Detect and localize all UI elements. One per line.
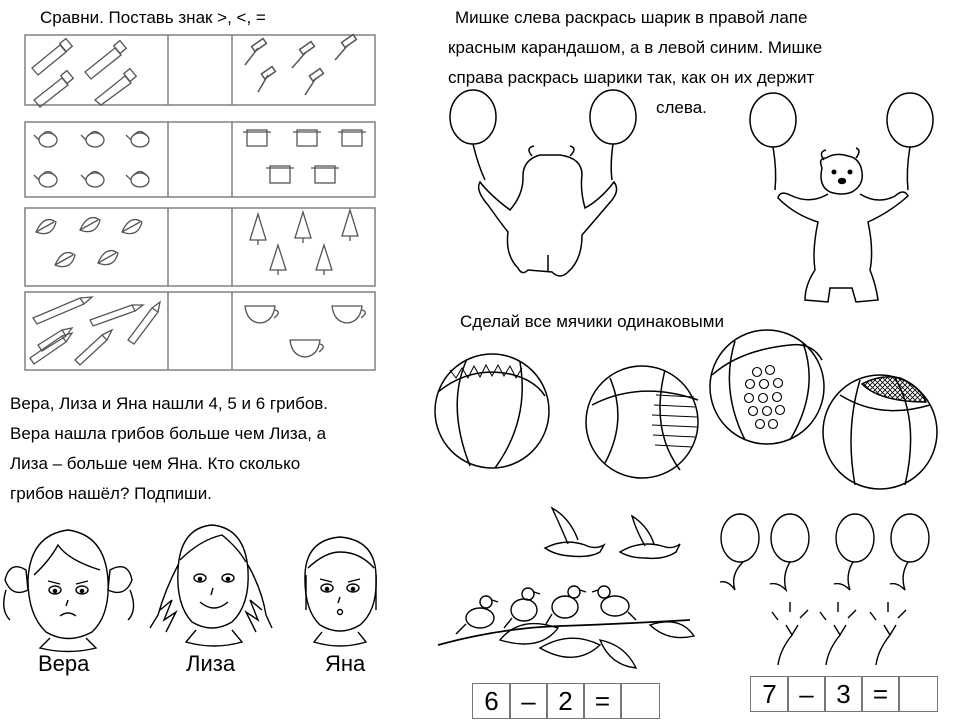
cup-icon xyxy=(290,340,323,357)
kettle-icon xyxy=(81,132,104,148)
fir-tree-icon xyxy=(316,245,332,275)
perched-bird-icon xyxy=(546,586,586,624)
equation-cell: 3 xyxy=(824,676,863,712)
equation-cell: = xyxy=(861,676,900,712)
fir-tree-icon xyxy=(270,245,286,275)
kettle-icon xyxy=(34,132,57,148)
balloon-icon xyxy=(834,514,874,590)
ball-icon xyxy=(823,375,937,489)
girl-name-yana: Яна xyxy=(325,651,366,676)
fir-tree-icon xyxy=(250,214,266,245)
balloon-icon xyxy=(887,93,933,190)
equation-cell: – xyxy=(509,683,548,719)
hammer-icon xyxy=(258,67,275,92)
ball-icon xyxy=(710,330,824,444)
saw-icon xyxy=(32,39,72,75)
balloon-icon xyxy=(590,90,636,180)
pot-icon xyxy=(266,166,294,183)
girl-liza-illustration xyxy=(150,525,272,646)
girl-yana-illustration xyxy=(305,537,376,646)
balloons-illustration xyxy=(720,514,929,665)
saw-icon xyxy=(95,69,136,105)
hammer-icon xyxy=(305,69,323,95)
pencil-icon xyxy=(75,330,112,365)
leaf-icon xyxy=(98,251,118,265)
bear-back-illustration xyxy=(450,90,636,276)
kettle-icon xyxy=(34,172,57,188)
saw-icons xyxy=(32,39,136,107)
pencil-icons xyxy=(30,297,160,365)
pencil-icon xyxy=(90,305,143,326)
hammer-icon xyxy=(292,42,314,68)
girl-vera-illustration xyxy=(4,530,134,652)
ball-icon xyxy=(435,354,549,468)
burst-balloon-icon xyxy=(772,602,808,665)
kettle-icon xyxy=(126,172,149,188)
flying-bird-icon xyxy=(545,508,604,557)
fir-tree-icon xyxy=(342,210,358,241)
balloon-icon xyxy=(750,93,796,190)
pot-icon xyxy=(243,130,271,146)
leaf-icon xyxy=(122,220,142,234)
bear-front-illustration xyxy=(750,93,933,302)
saw-icon xyxy=(34,71,73,107)
tree-icons xyxy=(250,210,358,275)
fir-tree-icon xyxy=(295,212,311,243)
compare-instruction: Сравни. Поставь знак >, <, = xyxy=(40,8,266,27)
ball-icon xyxy=(586,366,698,478)
birds-illustration xyxy=(438,508,694,668)
cup-icons xyxy=(245,306,365,357)
pot-icon xyxy=(338,130,366,146)
leaf-icon xyxy=(80,218,100,232)
compare-grid xyxy=(25,35,375,370)
cup-icon xyxy=(332,306,365,323)
branch-leaf-icon xyxy=(540,638,600,657)
girl-name-vera: Вера xyxy=(38,651,90,676)
cup-icon xyxy=(245,306,278,323)
pot-icons xyxy=(243,130,366,183)
pencil-icon xyxy=(30,333,72,364)
equation-cell: 2 xyxy=(546,683,585,719)
kettle-icons xyxy=(34,132,149,188)
hammer-icon xyxy=(335,35,356,60)
perched-bird-icon xyxy=(592,586,636,620)
equation-cell: 6 xyxy=(472,683,511,719)
balloon-icon xyxy=(450,90,496,180)
balloon-icon xyxy=(720,514,759,590)
balls-instruction: Сделай все мячики одинаковыми xyxy=(460,312,724,331)
balloon-icon xyxy=(770,514,809,590)
kettle-icon xyxy=(81,172,104,188)
kettle-icon xyxy=(126,132,149,148)
pencil-icon xyxy=(33,297,92,324)
branch-leaf-icon xyxy=(650,622,694,638)
burst-balloon-icon xyxy=(820,602,856,665)
equation-cell: = xyxy=(583,683,622,719)
balloon-icon xyxy=(890,514,929,590)
leaf-icon xyxy=(36,220,56,234)
leaf-icons xyxy=(36,218,142,267)
ball-illustrations xyxy=(435,330,937,489)
pot-icon xyxy=(311,166,339,183)
perched-bird-icon xyxy=(504,588,540,628)
girl-name-liza: Лиза xyxy=(186,651,236,676)
perched-bird-icon xyxy=(456,596,498,634)
leaf-icon xyxy=(55,253,75,267)
hammer-icons xyxy=(245,35,356,95)
pot-icon xyxy=(293,130,321,146)
pencil-icon xyxy=(128,302,160,344)
equation-cell: – xyxy=(787,676,826,712)
flying-bird-icon xyxy=(620,516,680,558)
branch-leaf-icon xyxy=(600,640,636,668)
saw-icon xyxy=(85,41,126,79)
equation-cell: 7 xyxy=(750,676,789,712)
hammer-icon xyxy=(245,39,266,65)
burst-balloon-icon xyxy=(870,602,906,665)
